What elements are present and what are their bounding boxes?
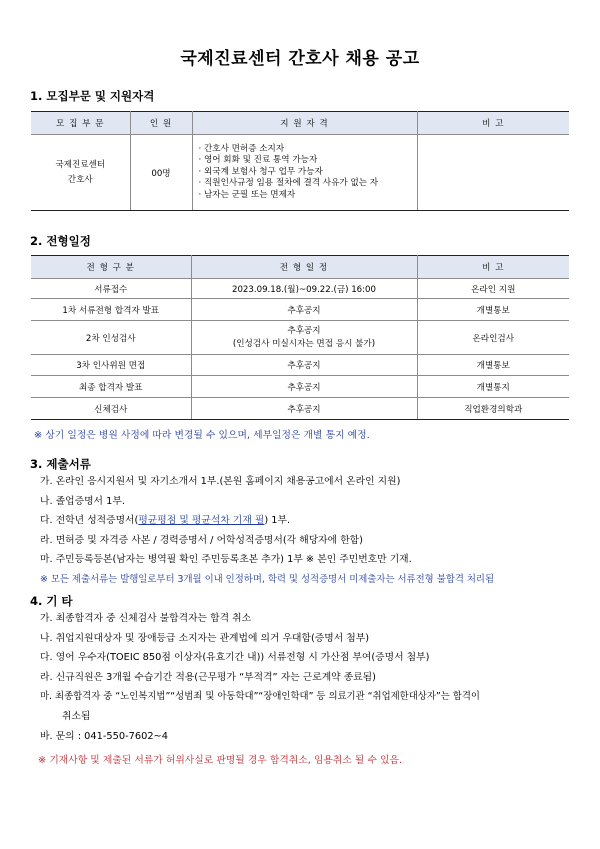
count-cell: 00명	[130, 135, 192, 211]
qualification-item: · 영어 회화 및 진료 통역 가능자	[198, 155, 318, 166]
qualification-cell	[192, 135, 417, 211]
page-title: 국제진료센터 간호사 채용 공고	[180, 49, 420, 69]
stage-cell: 3차 인사위원 면접	[31, 355, 191, 376]
list-item: 나. 졸업증명서 1부.	[40, 495, 125, 507]
list-item: 다. 영어 우수자(TOEIC 850점 이상자(유효기간 내)) 서류전형 시 가산점 부여(증명서 첨부)	[40, 652, 430, 664]
header-remark: 비 고	[417, 256, 569, 279]
list-item: 마. 주민등록등본(남자는 병역필 확인 주민등록초본 추가) 1부 ※ 본인 주민번호만 기재.	[40, 554, 412, 566]
schedule-cell: 추후공지	[191, 398, 417, 420]
list-item: 라. 면허증 및 자격증 사본 / 경력증명서 / 어학성적증명서(각 해당자에 한함)	[40, 534, 363, 546]
documents-list	[40, 472, 575, 590]
table-row	[31, 355, 569, 376]
stage-cell: 1차 서류전형 합격자 발표	[31, 299, 191, 321]
list-item	[40, 511, 575, 531]
schedule-line: (인성검사 미실시자는 면접 응시 불가)	[232, 338, 376, 349]
remark-cell	[417, 135, 569, 211]
field-line2: 간호사	[67, 174, 93, 185]
remark-cell: 온라인검사	[417, 321, 569, 355]
list-item: 라. 신규직원은 3개월 수습기간 적용(근무평가 “부적격” 자는 근로계약 종료됨)	[40, 671, 376, 683]
emphasis-text: 평균평점 및 평균석차 기재 필	[138, 515, 265, 527]
documents-note: ※ 모든 제출서류는 발행일로부터 3개월 이내 인정하며, 학력 및 성적증명서 미제출자는 서류전형 불합격 처리됨	[40, 573, 495, 585]
header-schedule: 전 형 일 정	[191, 256, 417, 279]
other-list	[40, 609, 575, 746]
remark-cell: 직업환경의학과	[417, 398, 569, 420]
list-item: 나. 취업지원대상자 및 장애등급 소지자는 관계법에 의거 우대함(증명서 첨부)	[40, 632, 370, 644]
table-header-row	[31, 112, 569, 135]
header-field: 모 집 부 문	[31, 112, 130, 135]
qualification-item: · 직원인사규정 임용 절차에 결격 사유가 없는 자	[198, 178, 379, 189]
schedule-line: 추후공지	[287, 325, 321, 336]
section2-heading: 2. 전형일정	[30, 234, 91, 248]
stage-cell: 2차 인성검사	[31, 321, 191, 355]
item-text: 다. 전학년 성적증명서(	[40, 515, 139, 527]
remark-cell: 개별통지	[417, 376, 569, 398]
list-item: 가. 온라인 응시지원서 및 자기소개서 1부.(본원 홈페이지 채용공고에서 온라인 지원)	[40, 476, 401, 487]
field-line1: 국제진료센터	[55, 159, 106, 170]
contact-item: 바. 문의 : 041-550-7602~4	[40, 730, 168, 742]
table-row	[31, 321, 569, 355]
table-row	[31, 398, 569, 420]
header-remark: 비 고	[417, 112, 569, 135]
qualification-item: · 외국계 보험사 청구 업무 가능자	[198, 166, 323, 177]
list-item: 가. 최종합격자 중 신체검사 불합격자는 합격 취소	[40, 613, 252, 624]
schedule-cell: 추후공지	[191, 355, 417, 376]
warning-note: ※ 기재사항 및 제출된 서류가 허위사실로 판명될 경우 합격취소, 임용취소 될 수 있음.	[38, 755, 403, 766]
schedule-cell	[191, 321, 417, 355]
schedule-cell: 추후공지	[191, 376, 417, 398]
item-text: ) 1부.	[264, 515, 291, 527]
section4-heading: 4. 기 타	[30, 594, 73, 608]
table-header-row	[31, 256, 569, 279]
schedule-note: ※ 상기 일정은 병원 사정에 따라 변경될 수 있으며, 세부일정은 개별 통지 예정.	[34, 430, 370, 441]
qualification-item: · 남자는 군필 또는 면제자	[198, 189, 296, 200]
remark-cell: 개별통보	[417, 299, 569, 321]
remark-cell: 개별통보	[417, 355, 569, 376]
header-count: 인 원	[130, 112, 192, 135]
stage-cell: 신체검사	[31, 398, 191, 420]
remark-cell: 온라인 지원	[417, 279, 569, 299]
schedule-cell: 2023.09.18.(월)~09.22.(금) 16:00	[191, 279, 417, 299]
header-qualification: 지 원 자 격	[192, 112, 417, 135]
header-stage: 전 형 구 분	[31, 256, 191, 279]
section3-heading: 3. 제출서류	[30, 457, 91, 471]
field-cell	[31, 135, 130, 211]
recruitment-table	[31, 111, 569, 211]
qualification-item: · 간호사 면허증 소지자	[198, 143, 285, 154]
section1-heading: 1. 모집부문 및 지원자격	[30, 89, 155, 103]
list-item-continued: 취소됨	[62, 710, 91, 722]
table-row	[31, 299, 569, 321]
table-row	[31, 135, 569, 211]
table-row	[31, 376, 569, 398]
schedule-table	[31, 255, 569, 420]
table-row	[31, 279, 569, 299]
stage-cell: 최종 합격자 발표	[31, 376, 191, 398]
list-item: 마. 최종합격자 중 “노인복지법”“성범죄 및 아동학대”“장애인학대” 등 의료기관 “취업제한대상자”는 합격이	[40, 691, 480, 703]
schedule-cell: 추후공지	[191, 299, 417, 321]
stage-cell: 서류접수	[31, 279, 191, 299]
